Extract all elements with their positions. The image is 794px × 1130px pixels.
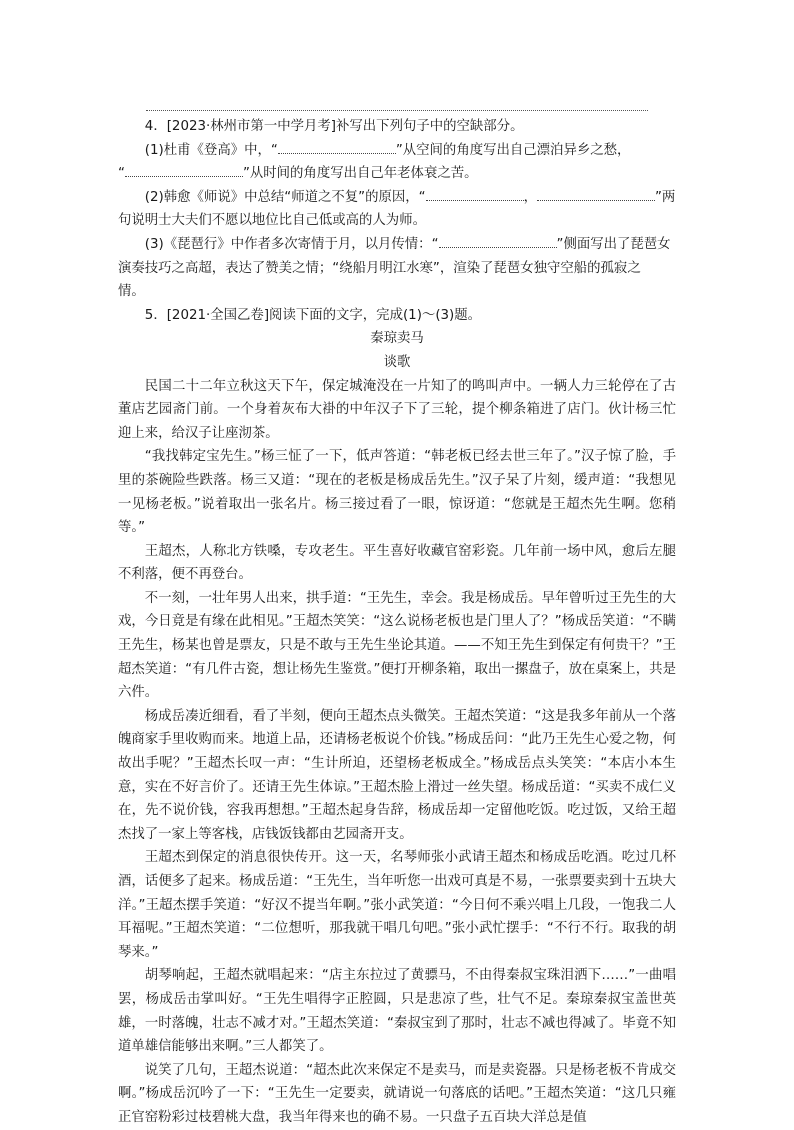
question-4-item-3: (3)《琵琶行》中作者多次寄情于月，以月传情：“ ”侧面写出了琵琶女 bbox=[118, 233, 676, 257]
fill-blank[interactable] bbox=[278, 139, 396, 154]
question-4-item-2-cont: 句说明士大夫们不愿以地位比自己低或高的人为师。 bbox=[118, 213, 426, 229]
article-title: 秦琼卖马 bbox=[370, 331, 424, 347]
question-5-stem: 5．[2021·全国乙卷]阅读下面的文字，完成(1)～(3)题。 bbox=[144, 307, 482, 323]
article-paragraph: 王超杰到保定的消息很快传开。这一天，名琴师张小武请王超杰和杨成岳吃酒。吃过几杯酒，话便多了起来。杨成岳道：“王先生，当年听您一出戏可真是不易，一张票要卖到十五块大洋。”王超杰摆手笑道：“好汉不提当年啊。”张小武笑道：“今日何不乘兴唱上几段，一饱我二人耳福呢。”王超杰笑道：“二位想听，那我就干唱几句吧。”张小武忙摆手：“不行不行。取我的胡琴来。” bbox=[118, 850, 676, 960]
article-author: 谈歌 bbox=[383, 354, 411, 370]
question-4-item-1: (1)杜甫《登高》中，“ ”从空间的角度写出自己漂泊异乡之愁， bbox=[118, 139, 676, 163]
article-paragraph: 不一刻，一壮年男人出来，拱手道：“王先生，幸会。我是杨成岳。早年曾听过王先生的大戏，今日竟是有缘在此相见。”王超杰笑笑：“这么说杨老板也是门里人了？”杨成岳笑道：“不瞒王先生，杨某也曾是票友，只是不敢与王先生坐论其道。——不知王先生到保定有何贵干？”王超杰笑道：“有几件古瓷，想让杨先生鉴赏。”便打开柳条箱，取出一摞盘子，放在桌案上，共是六件。 bbox=[118, 590, 676, 701]
fill-blank[interactable] bbox=[125, 162, 243, 177]
article-paragraph: 胡琴响起，王超杰就唱起来：“店主东拉过了黄骠马，不由得秦叔宝珠泪洒下……”一曲唱罢，杨成岳击掌叫好。“王先生唱得字正腔圆，只是悲凉了些，壮气不足。秦琼秦叔宝盖世英雄，一时落魄，壮志不减才对。”王超杰笑道：“秦叔宝到了那时，壮志不减也得减了。毕竟不知道单雄信能够出来啊。”三人都笑了。 bbox=[118, 968, 676, 1055]
question-4-item-1-cont: “ ”从时间的角度写出自己年老体衰之苦。 bbox=[118, 162, 676, 186]
question-4-stem: 4．[2023·林州市第一中学月考]补写出下列句子中的空缺部分。 bbox=[144, 119, 524, 134]
article-paragraph: 王超杰，人称北方铁嗓，专攻老生。平生喜好收藏官窑彩瓷。几年前一场中风，愈后左腿不利落，便不再登台。 bbox=[118, 543, 676, 583]
question-4-item-3-end: 情。 bbox=[118, 284, 145, 300]
article-paragraph: 说笑了几句，王超杰说道：“超杰此次来保定不是卖马，而是卖瓷器。只是杨老板不肯成交啊。”杨成岳沉吟了一下：“王先生一定要卖，就请说一句落底的话吧。”王超杰笑道：“这几只雍正官窑粉彩过枝碧桃大盘，我当年得来也的确不易。一只盘子五百块大洋总是值 bbox=[118, 1062, 676, 1125]
question-4-item-3-cont: 演奏技巧之高超，表达了赞美之情；“绕船月明江水寒”，渲染了琵琶女独守空船的孤寂之 bbox=[118, 260, 641, 276]
article-paragraph: 杨成岳凑近细看，看了半刻，便向王超杰点头微笑。王超杰笑道：“这是我多年前从一个落魄商家手里收购而来。地道上品，还请杨老板说个价钱。”杨成岳问：“此乃王先生心爱之物，何故出手呢？”王超杰长叹一声：“生计所迫，还望杨老板成全。”杨成岳点头笑笑：“本店小本生意，实在不好言价了。还请王先生体谅。”王超杰脸上滑过一丝失望。杨成岳道：“买卖不成仁义在，先不说价钱，容我再想想。”王超杰起身告辞，杨成岳却一定留他吃饭。吃过饭，又给王超杰找了一家上等客栈，店钱饭钱都由艺园斋开支。 bbox=[118, 708, 676, 842]
fill-blank[interactable] bbox=[426, 186, 524, 201]
document-page bbox=[118, 104, 676, 1130]
question-4-item-2: (2)韩愈《师说》中总结“师道之不复”的原因，“ ， ”两 bbox=[118, 186, 676, 210]
article-paragraph: 民国二十二年立秋这天下午，保定城淹没在一片知了的鸣叫声中。一辆人力三轮停在了古董店艺园斋门前。一个身着灰布大褂的中年汉子下了三轮，提个柳条箱进了店门。伙计杨三忙迎上来，给汉子让座沏茶。 bbox=[118, 378, 676, 441]
fill-blank[interactable] bbox=[439, 233, 557, 248]
fill-blank[interactable] bbox=[537, 186, 655, 201]
dotted-divider bbox=[146, 110, 648, 111]
article-paragraph: “我找韩定宝先生。”杨三怔了一下，低声答道：“韩老板已经去世三年了。”汉子惊了脸，手里的茶碗险些跌落。杨三又道：“现在的老板是杨成岳先生。”汉子呆了片刻，缓声道：“我想见一见杨老板。”说着取出一张名片。杨三接过看了一眼，惊讶道：“您就是王超杰先生啊。您稍等。” bbox=[118, 449, 676, 536]
